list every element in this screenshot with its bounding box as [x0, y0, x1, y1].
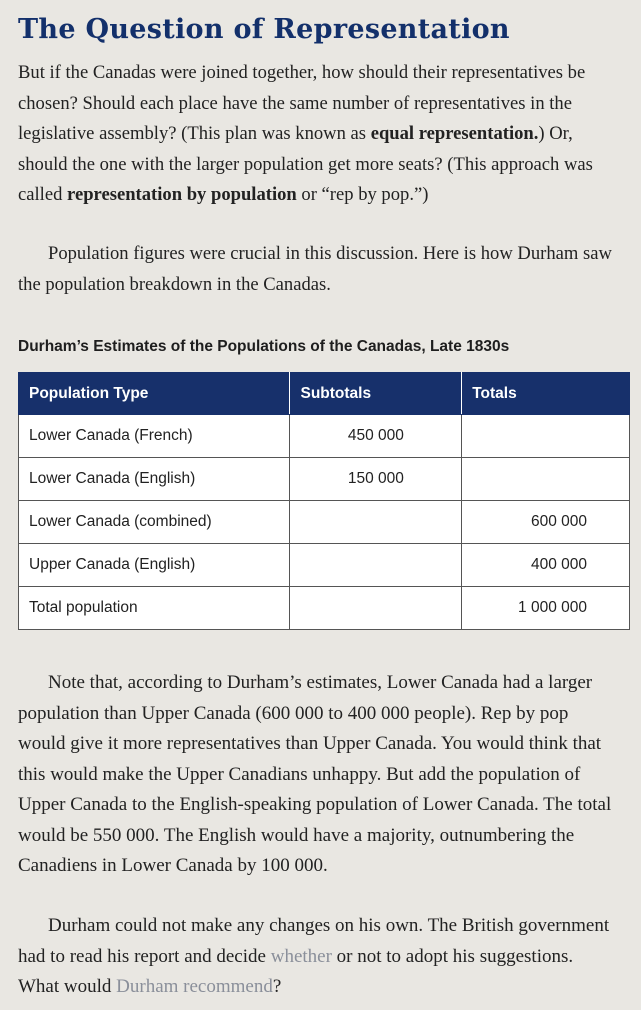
note-paragraph: Note that, according to Durham’s estimates, Lower Canada had a larger population than Upper Canada (600 000 to 400 000 people). Rep by pop would give it more representatives than Upper Canada. You would think that this would make the Upper Canadians unhappy. But add the population of Upper Canada to the English-speaking population of Lower Canada. The total would be 550 000. The English would have a majority, outnumbering the Canadiens in Lower Canada by 100 000. [18, 672, 612, 876]
population-table [18, 372, 630, 630]
table-header-row [19, 373, 630, 415]
table-row [19, 415, 630, 458]
cell-type: Lower Canada (combined) [19, 501, 290, 544]
population-paragraph: Population figures were crucial in this discussion. Here is how Durham saw the population breakdown in the Canadas. [18, 243, 612, 295]
header-subtotals: Subtotals [290, 373, 462, 415]
cell-type: Lower Canada (English) [19, 458, 290, 501]
cell-subtotal: 450 000 [290, 415, 462, 458]
table-row [19, 501, 630, 544]
cell-subtotal [290, 501, 462, 544]
term-rep-by-population: representation by population [67, 184, 297, 205]
cell-total [462, 458, 630, 501]
table-row [19, 458, 630, 501]
cell-total: 400 000 [462, 544, 630, 587]
final-paragraph [18, 911, 618, 1003]
cell-subtotal: 150 000 [290, 458, 462, 501]
cell-subtotal [290, 544, 462, 587]
table-row [19, 587, 630, 630]
cell-type: Total population [19, 587, 290, 630]
cell-type: Upper Canada (English) [19, 544, 290, 587]
cell-total [462, 415, 630, 458]
table-caption: Durham’s Estimates of the Populations of the Canadas, Late 1830s [18, 338, 510, 355]
cell-type: Lower Canada (French) [19, 415, 290, 458]
final-text-2: whether [270, 945, 332, 967]
intro-text-3: or “rep by pop.”) [296, 184, 429, 205]
cell-subtotal [290, 587, 462, 630]
cell-total: 600 000 [462, 501, 630, 544]
final-text-1: Durham could not make any changes on his own. The British government had to read his report and decide [18, 915, 610, 967]
header-population-type: Population Type [19, 373, 290, 415]
intro-text-2: ) Or, should the one with the larger population get more seats? (This approach was called [18, 123, 593, 205]
intro-paragraph [18, 58, 618, 211]
cell-total: 1 000 000 [462, 587, 630, 630]
term-equal-representation: equal representation. [370, 123, 539, 144]
header-totals: Totals [462, 373, 630, 415]
final-text-3: or not to adopt his suggestions. What would [18, 945, 574, 997]
table-row [19, 544, 630, 587]
intro-text-1: But if the Canadas were joined together, how should their representatives be chosen? Should each place have the same number of representatives in the legislative assembly? (This plan was known as [18, 62, 586, 144]
final-text-4: Durham recommend [116, 976, 273, 997]
final-text-5: ? [272, 976, 282, 997]
section-title: The Question of Representation [18, 14, 510, 45]
